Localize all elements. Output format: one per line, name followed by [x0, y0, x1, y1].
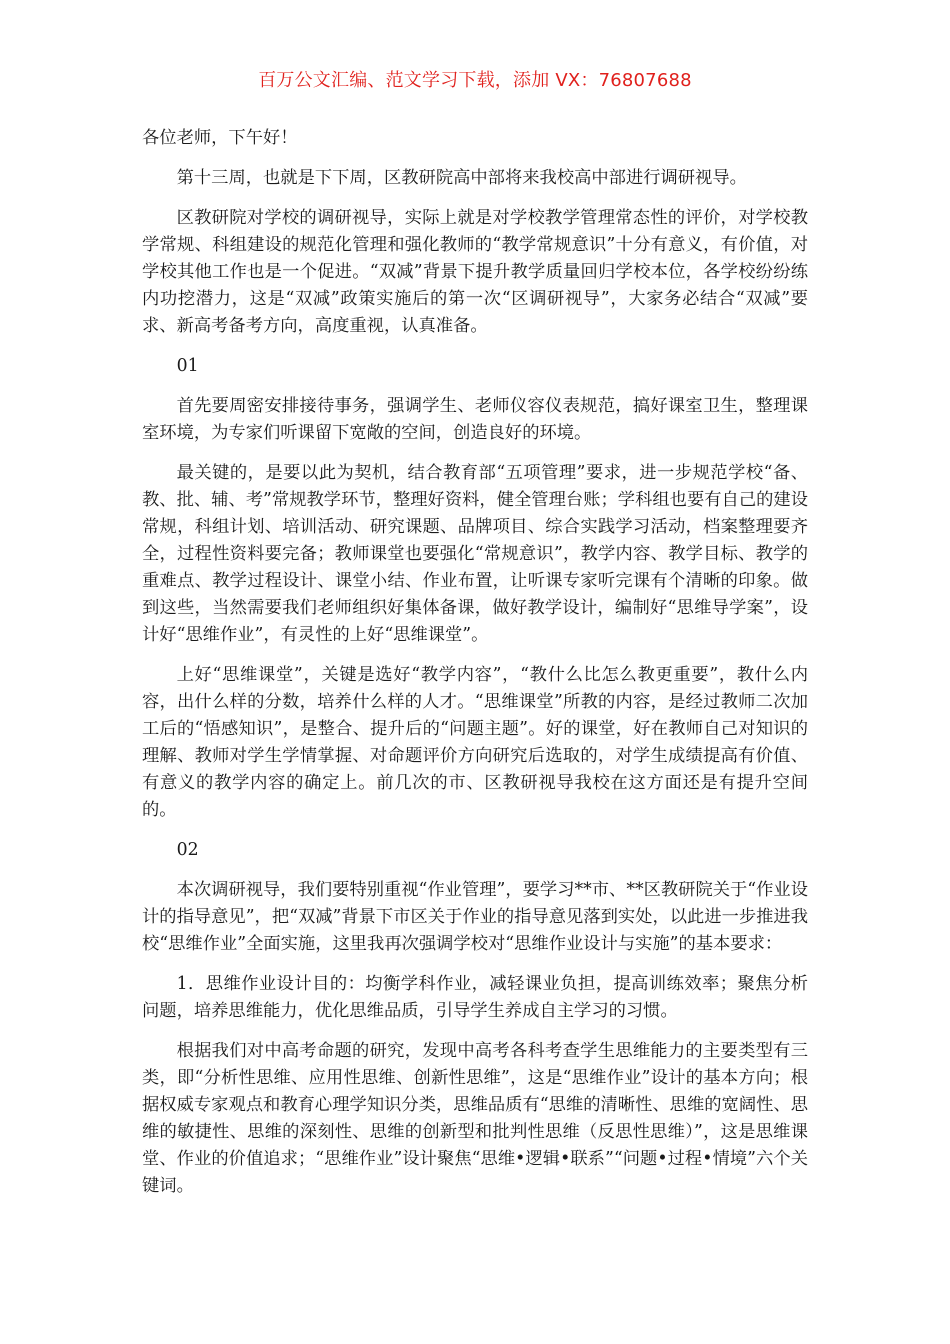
paragraph: 上好“思维课堂”，关键是选好“教学内容”，“教什么比怎么教更重要”，教什么内容，出什么样的分数，培养什么样的人才。“思维课堂”所教的内容，是经过教师二次加工后的“悟感知识”，是整合、提升后的“问题主题”。好的课堂，好在教师自己对知识的理解、教师对学生学情掌握、对命题评价方向研究后选取的，对学生成绩提高有价值、有意义的教学内容的确定上。前几次的市、区教研视导我校在这方面还是有提升空间的。: [142, 665, 808, 820]
header-banner: 百万公文汇编、范文学习下载，添加 VX：76807688: [258, 70, 692, 91]
paragraph: 区教研院对学校的调研视导，实际上就是对学校教学管理常态性的评价，对学校教学常规、科组建设的规范化管理和强化教师的“教学常规意识”十分有意义，有价值，对学校其他工作也是一个促进。“双减”背景下提升教学质量回归学校本位，各学校纷纷练内功挖潜力，这是“双减”政策实施后的第一次“区调研视导”，大家务必结合“双减”要求、新高考备考方向，高度重视，认真准备。: [142, 208, 808, 336]
paragraph: 首先要周密安排接待事务，强调学生、老师仪容仪表规范，搞好课室卫生，整理课室环境，为专家们听课留下宽敞的空间，创造良好的环境。: [142, 396, 808, 443]
paragraph: 最关键的，是要以此为契机，结合教育部“五项管理”要求，进一步规范学校“备、教、批、辅、考”常规教学环节，整理好资料，健全管理台账；学科组也要有自己的建设常规，科组计划、培训活动、研究课题、品牌项目、综合实践学习活动，档案整理要齐全，过程性资料要完备；教师课堂也要强化“常规意识”，教学内容、教学目标、教学的重难点、教学过程设计、课堂小结、作业布置，让听课专家听完课有个清晰的印象。做到这些，当然需要我们老师组织好集体备课，做好教学设计，编制好“思维导学案”，设计好“思维作业”，有灵性的上好“思维课堂”。: [142, 463, 808, 645]
document-body: [142, 125, 808, 1213]
paragraph: 根据我们对中高考命题的研究，发现中高考各科考查学生思维能力的主要类型有三类，即“分析性思维、应用性思维、创新性思维”，这是“思维作业”设计的基本方向；根据权威专家观点和教育心理学知识分类，思维品质有“思维的清晰性、思维的宽阔性、思维的敏捷性、思维的深刻性、思维的创新型和批判性思维（反思性思维）”，这是思维课堂、作业的价值追求；“思维作业”设计聚焦“思维•逻辑•联系”“问题•过程•情境”六个关键词。: [142, 1041, 808, 1196]
paragraph: 1．思维作业设计目的：均衡学科作业，减轻课业负担，提高训练效率；聚焦分析问题，培养思维能力，优化思维品质，引导学生养成自主学习的习惯。: [142, 974, 808, 1021]
greeting: 各位老师，下午好！: [142, 128, 298, 148]
section-number: 02: [176, 840, 199, 860]
paragraph: 第十三周，也就是下下周，区教研院高中部将来我校高中部进行调研视导。: [176, 168, 747, 188]
section-number: 01: [176, 356, 199, 376]
paragraph: 本次调研视导，我们要特别重视“作业管理”，要学习**市、**区教研院关于“作业设计的指导意见”，把“双减”背景下市区关于作业的指导意见落到实处，以此进一步推进我校“思维作业”全面实施，这里我再次强调学校对“思维作业设计与实施”的基本要求：: [142, 880, 808, 954]
